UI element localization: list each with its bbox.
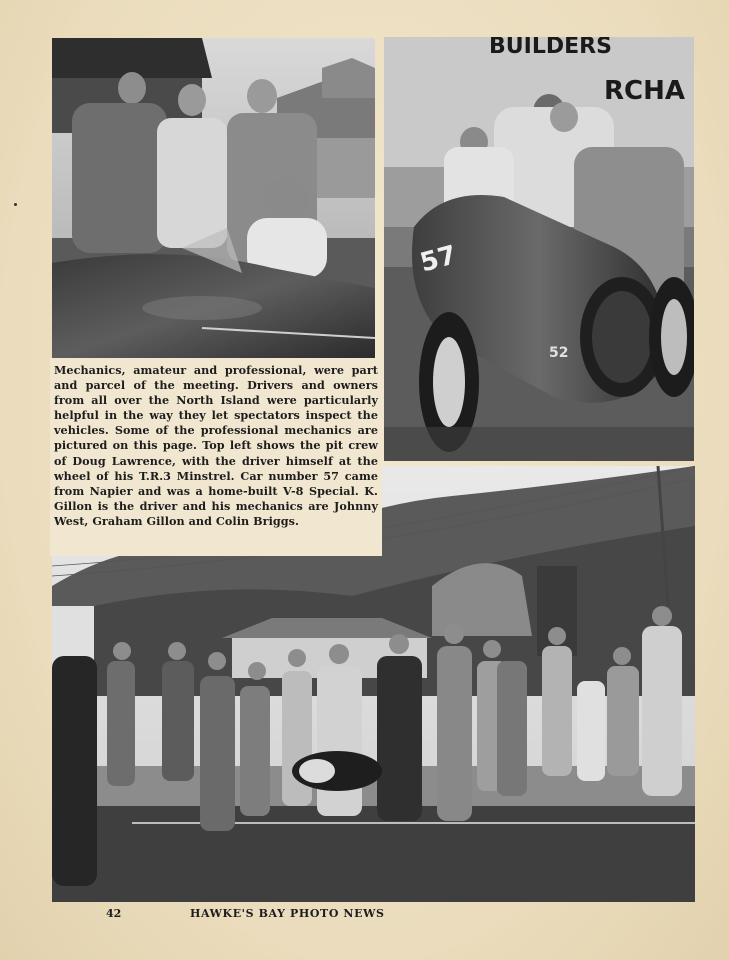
- photo-car-57: [384, 37, 694, 461]
- page-number: 42: [106, 907, 122, 920]
- page-speck: [14, 203, 17, 206]
- publication-title: HAWKE'S BAY PHOTO NEWS: [190, 907, 385, 920]
- caption-box: [50, 358, 382, 556]
- page-footer: [52, 904, 695, 924]
- car-number-57: 57: [417, 240, 460, 279]
- caption-text: Mechanics, amateur and professional, were part and parcel of the meeting. Drivers and owners from all over the North Island were particularly helpful in the way they let spectators inspect the vehicles. Some of the professional mechanics are pictured on this page. Top left shows the pit crew of Doug Lawrence, with the driver himself at the wheel of his T.R.3 Minstrel. Car number 57 came from Napier and was a home-built V-8 Special. K. Gillon is the driver and his mechanics are Johnny West, Graham Gillon and Colin Briggs.: [54, 363, 378, 528]
- photo-pit-crew: [52, 38, 375, 358]
- builders-sign-top: BUILDERS: [489, 37, 612, 59]
- car-nose-number: 52: [549, 345, 569, 361]
- builders-sign-bottom: RCHA: [604, 76, 685, 106]
